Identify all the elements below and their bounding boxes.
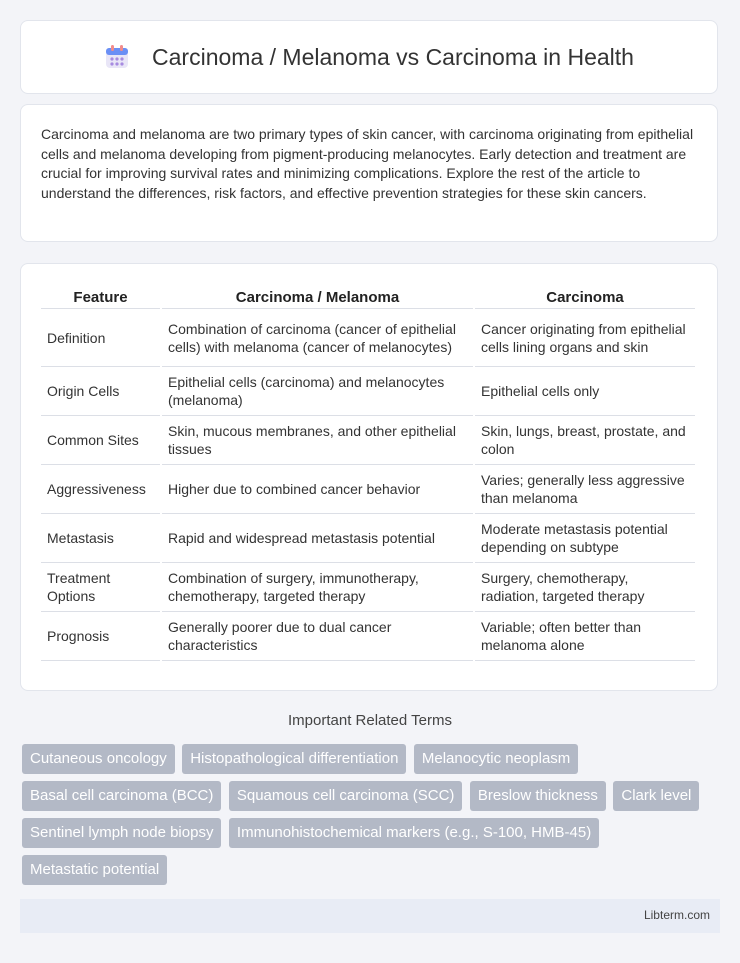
table-row <box>41 309 695 367</box>
table-cell: Metastasis <box>41 514 160 563</box>
term-tag[interactable]: Cutaneous oncology <box>22 744 175 774</box>
footer <box>20 899 720 933</box>
column-header-carcinoma-melanoma: Carcinoma / Melanoma <box>162 282 473 309</box>
table-cell: Epithelial cells (carcinoma) and melanocytes (melanoma) <box>162 367 473 416</box>
footer-site-link[interactable]: Libterm.com <box>643 908 710 922</box>
table-cell: Surgery, chemotherapy, radiation, targeted therapy <box>475 563 695 612</box>
table-cell: Origin Cells <box>41 367 160 416</box>
table-cell: Combination of carcinoma (cancer of epithelial cells) with melanoma (cancer of melanocytes) <box>162 309 473 367</box>
term-tag[interactable]: Squamous cell carcinoma (SCC) <box>229 781 463 811</box>
term-tag[interactable]: Clark level <box>613 781 699 811</box>
header-card <box>20 20 718 94</box>
table-cell: Common Sites <box>41 416 160 465</box>
table-row <box>41 612 695 661</box>
term-tag[interactable]: Breslow thickness <box>470 781 606 811</box>
term-tag[interactable]: Melanocytic neoplasm <box>414 744 578 774</box>
column-header-feature: Feature <box>41 282 160 309</box>
comparison-table-card <box>20 263 718 691</box>
table-cell: Combination of surgery, immunotherapy, chemotherapy, targeted therapy <box>162 563 473 612</box>
column-header-carcinoma: Carcinoma <box>475 282 695 309</box>
table-cell: Cancer originating from epithelial cells lining organs and skin <box>475 309 695 367</box>
intro-card <box>20 104 718 242</box>
table-row <box>41 416 695 465</box>
table-cell: Variable; often better than melanoma alone <box>475 612 695 661</box>
page-title: Carcinoma / Melanoma vs Carcinoma in Health <box>152 43 634 70</box>
table-cell: Skin, lungs, breast, prostate, and colon <box>475 416 695 465</box>
table-cell: Prognosis <box>41 612 160 661</box>
table-cell: Moderate metastasis potential depending on subtype <box>475 514 695 563</box>
term-tag[interactable]: Immunohistochemical markers (e.g., S-100, HMB-45) <box>229 818 599 848</box>
table-cell: Aggressiveness <box>41 465 160 514</box>
term-tag[interactable]: Basal cell carcinoma (BCC) <box>22 781 221 811</box>
table-row <box>41 465 695 514</box>
term-tag[interactable]: Metastatic potential <box>22 855 167 885</box>
intro-text: Carcinoma and melanoma are two primary types of skin cancer, with carcinoma originating from epithelial cells and melanoma developing from pigment-producing melanocytes. Early detection and treatment are crucial for improving survival rates and minimizing complications. Explore the rest of the article to understand the differences, risk factors, and effective prevention strategies for these skin cancers. <box>41 126 694 201</box>
table-cell: Definition <box>41 309 160 367</box>
calendar-icon <box>104 44 130 70</box>
table-cell: Epithelial cells only <box>475 367 695 416</box>
comparison-table <box>39 282 697 661</box>
table-cell: Varies; generally less aggressive than melanoma <box>475 465 695 514</box>
table-row <box>41 367 695 416</box>
table-cell: Rapid and widespread metastasis potential <box>162 514 473 563</box>
term-tag[interactable]: Sentinel lymph node biopsy <box>22 818 221 848</box>
table-cell: Skin, mucous membranes, and other epithelial tissues <box>162 416 473 465</box>
table-row <box>41 563 695 612</box>
table-cell: Higher due to combined cancer behavior <box>162 465 473 514</box>
table-cell: Generally poorer due to dual cancer characteristics <box>162 612 473 661</box>
table-cell: Treatment Options <box>41 563 160 612</box>
term-tag[interactable]: Histopathological differentiation <box>182 744 406 774</box>
table-row <box>41 514 695 563</box>
related-terms-list <box>22 744 722 892</box>
related-terms-title: Important Related Terms <box>288 712 452 729</box>
